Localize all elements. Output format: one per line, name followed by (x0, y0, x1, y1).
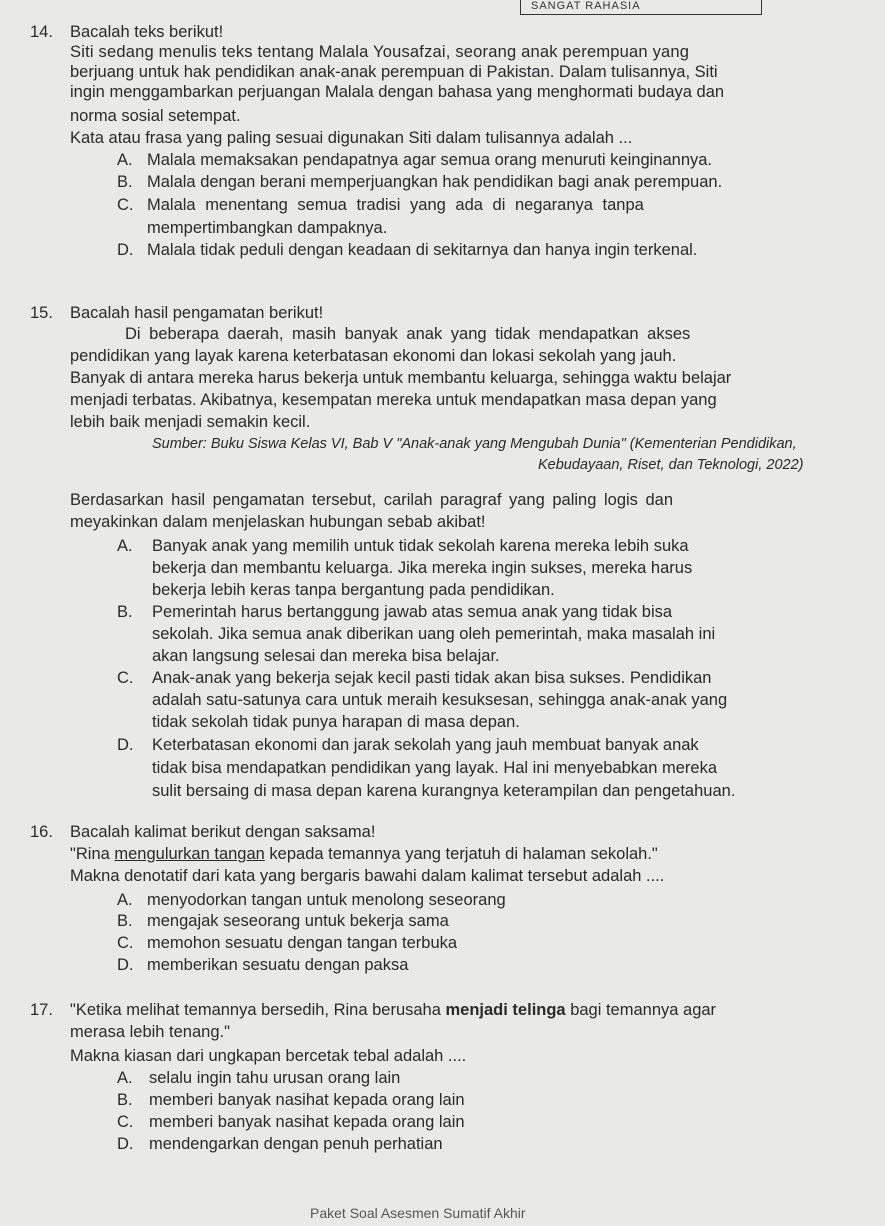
option-letter: A. (117, 891, 133, 909)
option-letter: D. (117, 956, 134, 974)
option-letter: B. (117, 912, 133, 930)
option-letter: C. (117, 1113, 134, 1131)
question-intro: Bacalah kalimat berikut dengan saksama! (70, 823, 376, 841)
option-b-text-cont[interactable]: sekolah. Jika semua anak diberikan uang oleh pemerintah, maka masalah ini (152, 625, 716, 643)
option-d-text-cont[interactable]: tidak bisa mendapatkan pendidikan yang layak. Hal ini menyebabkan mereka (152, 759, 718, 777)
option-b-text[interactable]: mengajak seseorang untuk bekerja sama (147, 912, 449, 930)
passage-line: ingin menggambarkan perjuangan Malala dengan bahasa yang menghormati budaya dan (70, 83, 725, 101)
option-letter: C. (117, 196, 134, 214)
passage-line: lebih baik menjadi semakin kecil. (70, 413, 311, 431)
passage-line: menjadi terbatas. Akibatnya, kesempatan mereka untuk mendapatkan masa depan yang (70, 391, 717, 409)
option-b-text[interactable]: Pemerintah harus bertanggung jawab atas semua anak yang tidak bisa (152, 603, 673, 621)
question-intro: Bacalah hasil pengamatan berikut! (70, 304, 324, 322)
option-letter: C. (117, 934, 134, 952)
question-text: Makna denotatif dari kata yang bergaris bawahi dalam kalimat tersebut adalah .... (70, 867, 665, 885)
confidential-stamp: SANGAT RAHASIA (520, 0, 762, 15)
quoted-sentence-cont: merasa lebih tenang." (70, 1023, 230, 1041)
option-letter: A. (117, 537, 133, 555)
quote-text: kepada temannya yang terjatuh di halaman sekolah." (264, 845, 658, 863)
option-c-text-cont[interactable]: adalah satu-satunya cara untuk meraih kesuksesan, sehingga anak-anak yang (152, 691, 728, 709)
quoted-sentence (70, 1000, 716, 1020)
option-a-text[interactable]: Banyak anak yang memilih untuk tidak sekolah karena mereka lebih suka (152, 537, 689, 555)
option-letter: C. (117, 669, 134, 687)
option-letter: D. (117, 736, 134, 754)
option-letter: A. (117, 1069, 133, 1087)
option-letter: D. (117, 1135, 134, 1153)
question-text: Makna kiasan dari ungkapan bercetak tebal adalah .... (70, 1047, 467, 1065)
question-number: 16. (30, 823, 53, 841)
option-d-text[interactable]: memberikan sesuatu dengan paksa (147, 956, 409, 974)
passage-line: Banyak di antara mereka harus bekerja untuk membantu keluarga, sehingga waktu belajar (70, 369, 732, 387)
quoted-sentence (70, 844, 658, 864)
quote-text: "Ketika melihat temannya bersedih, Rina berusaha (70, 1001, 446, 1019)
question-intro: Bacalah teks berikut! (70, 23, 224, 41)
option-letter: A. (117, 151, 133, 169)
passage-line: norma sosial setempat. (70, 107, 241, 125)
footer-text: Paket Soal Asesmen Sumatif Akhir (310, 1205, 526, 1221)
passage-line: pendidikan yang layak karena keterbatasan ekonomi dan lokasi sekolah yang jauh. (70, 347, 677, 365)
source-citation-cont: Kebudayaan, Riset, dan Teknologi, 2022) (538, 457, 804, 473)
option-b-text-cont[interactable]: akan langsung selesai dan mereka bisa belajar. (152, 647, 500, 665)
question-text: Berdasarkan hasil pengamatan tersebut, carilah paragraf yang paling logis dan (70, 491, 674, 509)
option-a-text[interactable]: selalu ingin tahu urusan orang lain (149, 1069, 401, 1087)
quote-text: "Rina (70, 845, 115, 863)
source-citation: Sumber: Buku Siswa Kelas VI, Bab V "Anak-anak yang Mengubah Dunia" (Kementerian Pendidikan, (152, 436, 797, 452)
passage-line: Siti sedang menulis teks tentang Malala Yousafzai, seorang anak perempuan yang (70, 43, 690, 61)
option-b-text[interactable]: memberi banyak nasihat kepada orang lain (149, 1091, 465, 1109)
option-d-text-cont[interactable]: sulit bersaing di masa depan karena kurangnya keterampilan dan pengetahuan. (152, 782, 736, 800)
passage-line: berjuang untuk hak pendidikan anak-anak perempuan di Pakistan. Dalam tulisannya, Siti (70, 63, 718, 81)
question-number: 15. (30, 304, 53, 322)
option-d-text[interactable]: Malala tidak peduli dengan keadaan di sekitarnya dan hanya ingin terkenal. (147, 241, 698, 259)
bold-phrase: menjadi telinga (445, 1001, 566, 1019)
option-d-text[interactable]: mendengarkan dengan penuh perhatian (149, 1135, 443, 1153)
option-c-text-cont[interactable]: tidak sekolah tidak punya harapan di masa depan. (152, 713, 520, 731)
option-a-text[interactable]: menyodorkan tangan untuk menolong seseorang (147, 891, 506, 909)
underlined-phrase: mengulurkan tangan (114, 845, 265, 863)
option-d-text[interactable]: Keterbatasan ekonomi dan jarak sekolah yang jauh membuat banyak anak (152, 736, 699, 754)
option-a-text-cont[interactable]: bekerja lebih keras tanpa bergantung pada pendidikan. (152, 581, 555, 599)
question-text: Kata atau frasa yang paling sesuai digunakan Siti dalam tulisannya adalah ... (70, 129, 633, 147)
option-letter: B. (117, 1091, 133, 1109)
option-c-text-cont[interactable]: mempertimbangkan dampaknya. (147, 219, 388, 237)
option-letter: D. (117, 241, 134, 259)
question-text-cont: meyakinkan dalam menjelaskan hubungan sebab akibat! (70, 513, 486, 531)
option-letter: B. (117, 173, 133, 191)
option-a-text[interactable]: Malala memaksakan pendapatnya agar semua orang menuruti keinginannya. (147, 151, 713, 169)
option-c-text[interactable]: Malala menentang semua tradisi yang ada di negaranya tanpa (147, 196, 644, 214)
option-letter: B. (117, 603, 133, 621)
option-c-text[interactable]: memohon sesuatu dengan tangan terbuka (147, 934, 458, 952)
option-c-text[interactable]: memberi banyak nasihat kepada orang lain (149, 1113, 465, 1131)
question-number: 14. (30, 23, 53, 41)
option-a-text-cont[interactable]: bekerja dan membantu keluarga. Jika mereka ingin sukses, mereka harus (152, 559, 693, 577)
question-number: 17. (30, 1001, 53, 1019)
option-c-text[interactable]: Anak-anak yang bekerja sejak kecil pasti tidak akan bisa sukses. Pendidikan (152, 669, 712, 687)
passage-line: Di beberapa daerah, masih banyak anak yang tidak mendapatkan akses (125, 325, 691, 343)
option-b-text[interactable]: Malala dengan berani memperjuangkan hak pendidikan bagi anak perempuan. (147, 173, 723, 191)
quote-text: bagi temannya agar (565, 1001, 717, 1019)
